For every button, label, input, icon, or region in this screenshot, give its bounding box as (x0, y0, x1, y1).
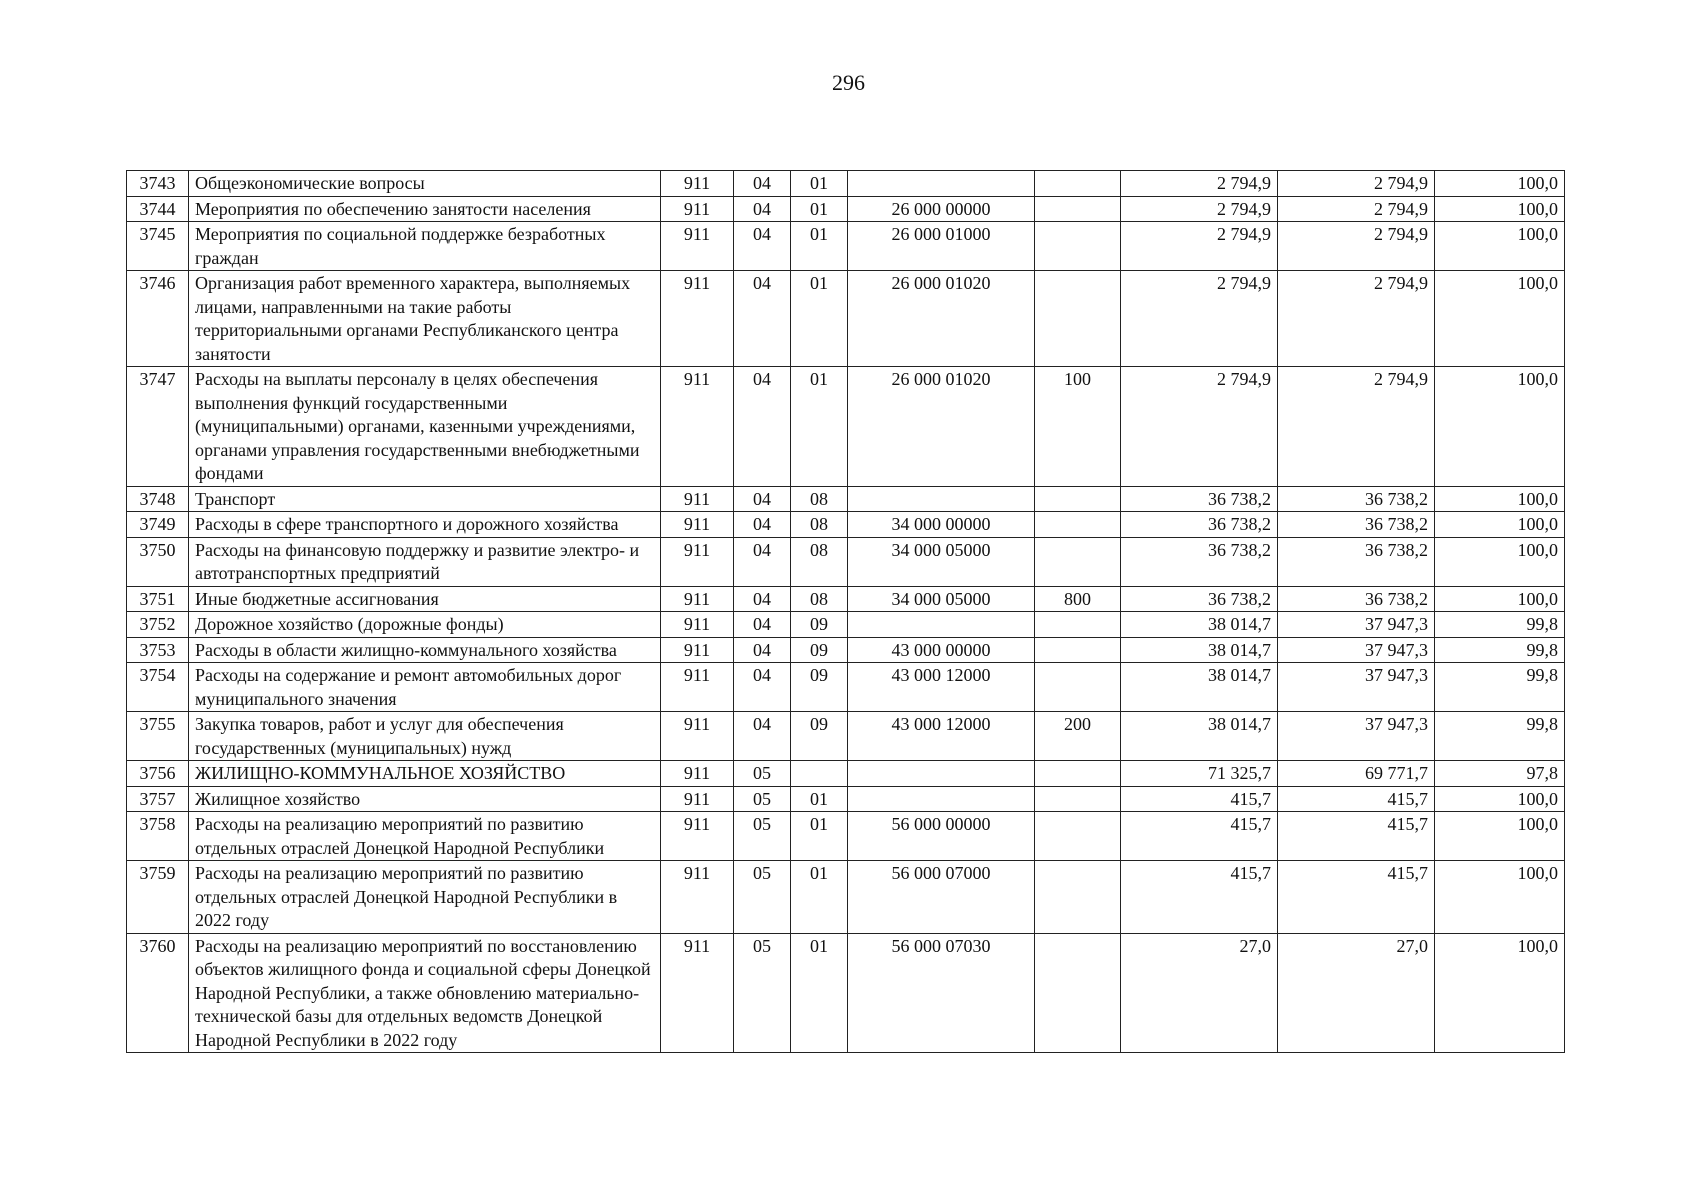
section-code: 04 (734, 271, 791, 367)
section-code: 04 (734, 222, 791, 271)
row-description: Закупка товаров, работ и услуг для обеспечения государственных (муниципальных) нужд (189, 712, 661, 761)
section-code: 04 (734, 712, 791, 761)
subsection-code: 08 (791, 512, 848, 538)
row-number: 3744 (127, 196, 189, 222)
row-number: 3760 (127, 933, 189, 1053)
row-description: Расходы на содержание и ремонт автомобильных дорог муниципального значения (189, 663, 661, 712)
execution-percent: 100,0 (1435, 512, 1565, 538)
expense-type: 800 (1035, 586, 1121, 612)
expense-type (1035, 271, 1121, 367)
expense-type (1035, 933, 1121, 1053)
row-description: Расходы в области жилищно-коммунального хозяйства (189, 637, 661, 663)
row-description: Расходы на финансовую поддержку и развитие электро- и автотранспортных предприятий (189, 537, 661, 586)
ministry-code: 911 (661, 271, 734, 367)
actual-amount: 69 771,7 (1278, 761, 1435, 787)
target-article: 56 000 07000 (848, 861, 1035, 934)
row-number: 3745 (127, 222, 189, 271)
target-article (848, 171, 1035, 197)
section-code: 04 (734, 586, 791, 612)
ministry-code: 911 (661, 586, 734, 612)
row-number: 3749 (127, 512, 189, 538)
actual-amount: 2 794,9 (1278, 367, 1435, 487)
subsection-code: 09 (791, 663, 848, 712)
row-number: 3754 (127, 663, 189, 712)
subsection-code: 01 (791, 196, 848, 222)
ministry-code: 911 (661, 537, 734, 586)
row-description: Мероприятия по обеспечению занятости населения (189, 196, 661, 222)
execution-percent: 100,0 (1435, 222, 1565, 271)
execution-percent: 100,0 (1435, 271, 1565, 367)
target-article (848, 761, 1035, 787)
actual-amount: 36 738,2 (1278, 512, 1435, 538)
subsection-code: 08 (791, 486, 848, 512)
execution-percent: 100,0 (1435, 786, 1565, 812)
expense-type (1035, 486, 1121, 512)
planned-amount: 38 014,7 (1121, 712, 1278, 761)
section-code: 04 (734, 512, 791, 538)
actual-amount: 27,0 (1278, 933, 1435, 1053)
section-code: 05 (734, 861, 791, 934)
subsection-code: 08 (791, 586, 848, 612)
table-row (127, 171, 1565, 197)
actual-amount: 2 794,9 (1278, 222, 1435, 271)
row-number: 3747 (127, 367, 189, 487)
planned-amount: 2 794,9 (1121, 367, 1278, 487)
execution-percent: 100,0 (1435, 537, 1565, 586)
subsection-code: 09 (791, 712, 848, 761)
section-code: 04 (734, 637, 791, 663)
row-description: Жилищное хозяйство (189, 786, 661, 812)
planned-amount: 2 794,9 (1121, 222, 1278, 271)
expense-type (1035, 761, 1121, 787)
section-code: 04 (734, 196, 791, 222)
planned-amount: 36 738,2 (1121, 586, 1278, 612)
ministry-code: 911 (661, 933, 734, 1053)
actual-amount: 415,7 (1278, 812, 1435, 861)
actual-amount: 36 738,2 (1278, 537, 1435, 586)
target-article: 34 000 05000 (848, 537, 1035, 586)
planned-amount: 415,7 (1121, 786, 1278, 812)
actual-amount: 2 794,9 (1278, 196, 1435, 222)
expense-type (1035, 637, 1121, 663)
section-code: 04 (734, 663, 791, 712)
execution-percent: 100,0 (1435, 586, 1565, 612)
target-article: 43 000 12000 (848, 663, 1035, 712)
table-row (127, 537, 1565, 586)
table-row (127, 222, 1565, 271)
table-row (127, 663, 1565, 712)
subsection-code: 01 (791, 933, 848, 1053)
expense-type: 100 (1035, 367, 1121, 487)
section-code: 05 (734, 933, 791, 1053)
execution-percent: 99,8 (1435, 637, 1565, 663)
expense-type (1035, 861, 1121, 934)
table-row (127, 933, 1565, 1053)
ministry-code: 911 (661, 712, 734, 761)
table-row (127, 637, 1565, 663)
row-description: ЖИЛИЩНО-КОММУНАЛЬНОЕ ХОЗЯЙСТВО (189, 761, 661, 787)
row-number: 3748 (127, 486, 189, 512)
table-row (127, 271, 1565, 367)
ministry-code: 911 (661, 196, 734, 222)
subsection-code: 01 (791, 812, 848, 861)
target-article: 34 000 00000 (848, 512, 1035, 538)
target-article: 43 000 12000 (848, 712, 1035, 761)
ministry-code: 911 (661, 612, 734, 638)
actual-amount: 36 738,2 (1278, 486, 1435, 512)
row-number: 3756 (127, 761, 189, 787)
ministry-code: 911 (661, 861, 734, 934)
row-description: Иные бюджетные ассигнования (189, 586, 661, 612)
row-description: Расходы на реализацию мероприятий по развитию отдельных отраслей Донецкой Народной Республики (189, 812, 661, 861)
row-number: 3752 (127, 612, 189, 638)
target-article: 26 000 01000 (848, 222, 1035, 271)
table-row (127, 761, 1565, 787)
execution-percent: 99,8 (1435, 612, 1565, 638)
row-number: 3757 (127, 786, 189, 812)
row-description: Организация работ временного характера, выполняемых лицами, направленными на такие работы территориальными органами Республиканского центра занятости (189, 271, 661, 367)
table-row (127, 812, 1565, 861)
table-row (127, 586, 1565, 612)
planned-amount: 27,0 (1121, 933, 1278, 1053)
target-article (848, 486, 1035, 512)
actual-amount: 2 794,9 (1278, 171, 1435, 197)
section-code: 04 (734, 537, 791, 586)
expense-type (1035, 171, 1121, 197)
execution-percent: 99,8 (1435, 663, 1565, 712)
ministry-code: 911 (661, 486, 734, 512)
expense-type (1035, 512, 1121, 538)
actual-amount: 37 947,3 (1278, 612, 1435, 638)
row-description: Расходы на реализацию мероприятий по восстановлению объектов жилищного фонда и социальной сферы Донецкой Народной Республики, а также обновлению материально-технической базы для отдельных ведомств Донецкой Народной Республики в 2022 году (189, 933, 661, 1053)
expense-type (1035, 222, 1121, 271)
ministry-code: 911 (661, 512, 734, 538)
budget-table (126, 170, 1565, 1053)
ministry-code: 911 (661, 222, 734, 271)
section-code: 05 (734, 786, 791, 812)
subsection-code (791, 761, 848, 787)
subsection-code: 08 (791, 537, 848, 586)
actual-amount: 37 947,3 (1278, 663, 1435, 712)
section-code: 05 (734, 761, 791, 787)
row-number: 3753 (127, 637, 189, 663)
table-row (127, 486, 1565, 512)
planned-amount: 2 794,9 (1121, 271, 1278, 367)
subsection-code: 01 (791, 271, 848, 367)
section-code: 04 (734, 612, 791, 638)
page-number: 296 (832, 70, 865, 95)
ministry-code: 911 (661, 786, 734, 812)
actual-amount: 37 947,3 (1278, 712, 1435, 761)
row-number: 3751 (127, 586, 189, 612)
target-article: 26 000 01020 (848, 271, 1035, 367)
row-number: 3750 (127, 537, 189, 586)
planned-amount: 38 014,7 (1121, 637, 1278, 663)
row-description: Транспорт (189, 486, 661, 512)
table-row (127, 712, 1565, 761)
subsection-code: 01 (791, 861, 848, 934)
subsection-code: 01 (791, 171, 848, 197)
actual-amount: 415,7 (1278, 861, 1435, 934)
row-description: Расходы на выплаты персоналу в целях обеспечения выполнения функций государственными (муниципальными) органами, казенными учреждениями, органами управления государственными внебюджетными фондами (189, 367, 661, 487)
target-article: 26 000 00000 (848, 196, 1035, 222)
row-number: 3746 (127, 271, 189, 367)
ministry-code: 911 (661, 171, 734, 197)
expense-type (1035, 786, 1121, 812)
expense-type: 200 (1035, 712, 1121, 761)
subsection-code: 01 (791, 367, 848, 487)
execution-percent: 100,0 (1435, 933, 1565, 1053)
execution-percent: 97,8 (1435, 761, 1565, 787)
planned-amount: 415,7 (1121, 812, 1278, 861)
actual-amount: 37 947,3 (1278, 637, 1435, 663)
execution-percent: 99,8 (1435, 712, 1565, 761)
target-article: 56 000 07030 (848, 933, 1035, 1053)
execution-percent: 100,0 (1435, 812, 1565, 861)
target-article: 34 000 05000 (848, 586, 1035, 612)
execution-percent: 100,0 (1435, 171, 1565, 197)
table-row (127, 861, 1565, 934)
section-code: 04 (734, 486, 791, 512)
ministry-code: 911 (661, 637, 734, 663)
target-article: 43 000 00000 (848, 637, 1035, 663)
section-code: 04 (734, 367, 791, 487)
execution-percent: 100,0 (1435, 486, 1565, 512)
actual-amount: 2 794,9 (1278, 271, 1435, 367)
table-row (127, 196, 1565, 222)
planned-amount: 36 738,2 (1121, 486, 1278, 512)
actual-amount: 415,7 (1278, 786, 1435, 812)
execution-percent: 100,0 (1435, 367, 1565, 487)
subsection-code: 09 (791, 612, 848, 638)
target-article: 26 000 01020 (848, 367, 1035, 487)
ministry-code: 911 (661, 812, 734, 861)
table-row (127, 612, 1565, 638)
planned-amount: 38 014,7 (1121, 663, 1278, 712)
row-description: Дорожное хозяйство (дорожные фонды) (189, 612, 661, 638)
ministry-code: 911 (661, 663, 734, 712)
subsection-code: 01 (791, 786, 848, 812)
table-row (127, 512, 1565, 538)
table-row (127, 367, 1565, 487)
planned-amount: 36 738,2 (1121, 537, 1278, 586)
expense-type (1035, 812, 1121, 861)
table-row (127, 786, 1565, 812)
planned-amount: 2 794,9 (1121, 171, 1278, 197)
execution-percent: 100,0 (1435, 196, 1565, 222)
planned-amount: 71 325,7 (1121, 761, 1278, 787)
section-code: 05 (734, 812, 791, 861)
row-description: Расходы в сфере транспортного и дорожного хозяйства (189, 512, 661, 538)
row-description: Расходы на реализацию мероприятий по развитию отдельных отраслей Донецкой Народной Республики в 2022 году (189, 861, 661, 934)
row-number: 3759 (127, 861, 189, 934)
row-description: Общеэкономические вопросы (189, 171, 661, 197)
planned-amount: 38 014,7 (1121, 612, 1278, 638)
section-code: 04 (734, 171, 791, 197)
row-number: 3758 (127, 812, 189, 861)
expense-type (1035, 663, 1121, 712)
expense-type (1035, 196, 1121, 222)
expense-type (1035, 537, 1121, 586)
table-body (127, 171, 1565, 1053)
planned-amount: 36 738,2 (1121, 512, 1278, 538)
ministry-code: 911 (661, 367, 734, 487)
subsection-code: 01 (791, 222, 848, 271)
row-number: 3743 (127, 171, 189, 197)
execution-percent: 100,0 (1435, 861, 1565, 934)
target-article: 56 000 00000 (848, 812, 1035, 861)
target-article (848, 612, 1035, 638)
row-number: 3755 (127, 712, 189, 761)
target-article (848, 786, 1035, 812)
planned-amount: 2 794,9 (1121, 196, 1278, 222)
expense-type (1035, 612, 1121, 638)
planned-amount: 415,7 (1121, 861, 1278, 934)
subsection-code: 09 (791, 637, 848, 663)
actual-amount: 36 738,2 (1278, 586, 1435, 612)
ministry-code: 911 (661, 761, 734, 787)
row-description: Мероприятия по социальной поддержке безработных граждан (189, 222, 661, 271)
